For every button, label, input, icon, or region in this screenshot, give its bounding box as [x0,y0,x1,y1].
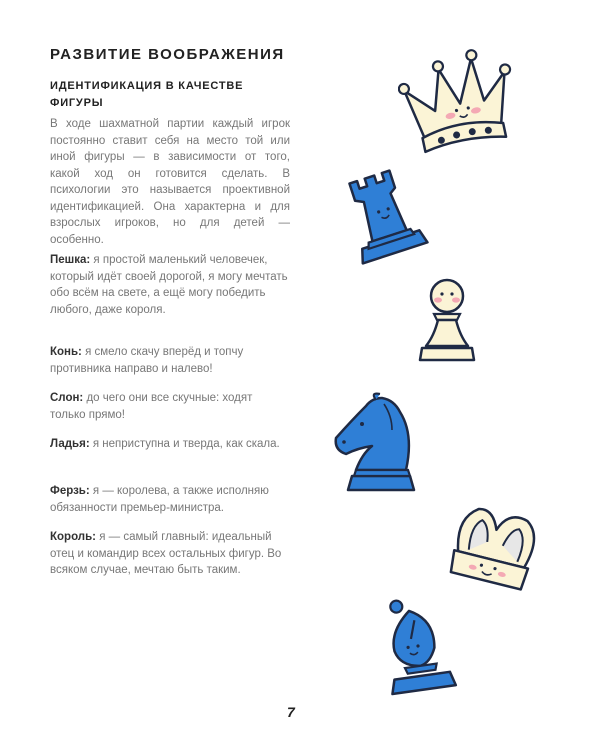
page-number: 7 [287,704,295,720]
bishop-icon [368,592,468,700]
entry-text: до чего они все скучные: ходят только прямо! [50,392,253,421]
entry-rook [50,436,290,453]
entry-text: я смело скачу вперёд и топчу противника направо и налево! [50,346,244,375]
rook-icon [330,160,440,265]
entry-term: Конь: [50,346,82,358]
knight-icon [322,390,432,500]
entry-text: я — королева, а также исполняю обязанности премьер-министра. [50,485,269,514]
section-subtitle: ИДЕНТИФИКАЦИЯ В КАЧЕСТВЕ ФИГУРЫ [50,80,244,109]
entry-queen [50,483,290,516]
entry-bishop [50,390,290,423]
entry-term: Слон: [50,392,84,404]
page-title: РАЗВИТИЕ ВООБРАЖЕНИЯ [50,46,285,63]
entry-term: Ферзь: [50,485,90,497]
intro-paragraph: В ходе шахматной партии каждый игрок постоянно ставит себя на место той или иной фигуры — в зависимости от того, какой ход он готовится сделать. В психологии это называется проективной идентификацией. Она характерна и для взрослых игроков, но для детей — особенно. [50,118,290,246]
entry-knight [50,344,290,377]
king-crown-icon [440,498,550,598]
entry-pawn [50,252,290,318]
entry-term: Ладья: [50,438,90,450]
entry-king [50,529,290,579]
entry-term: Король: [50,531,97,543]
entry-term: Пешка: [50,254,91,266]
entry-text: я неприступна и тверда, как скала. [89,438,280,450]
entry-text: я простой маленький человечек, который идёт своей дорогой, я могу мечтать обо всём на свете, а ещё могу победить любого, даже короля. [50,254,288,316]
entry-text: я — самый главный: идеальный отец и командир всех остальных фигур. Во всяком случае, мечтаю быть таким. [50,531,282,576]
crown-icon [398,48,518,158]
pawn-icon [412,272,482,367]
